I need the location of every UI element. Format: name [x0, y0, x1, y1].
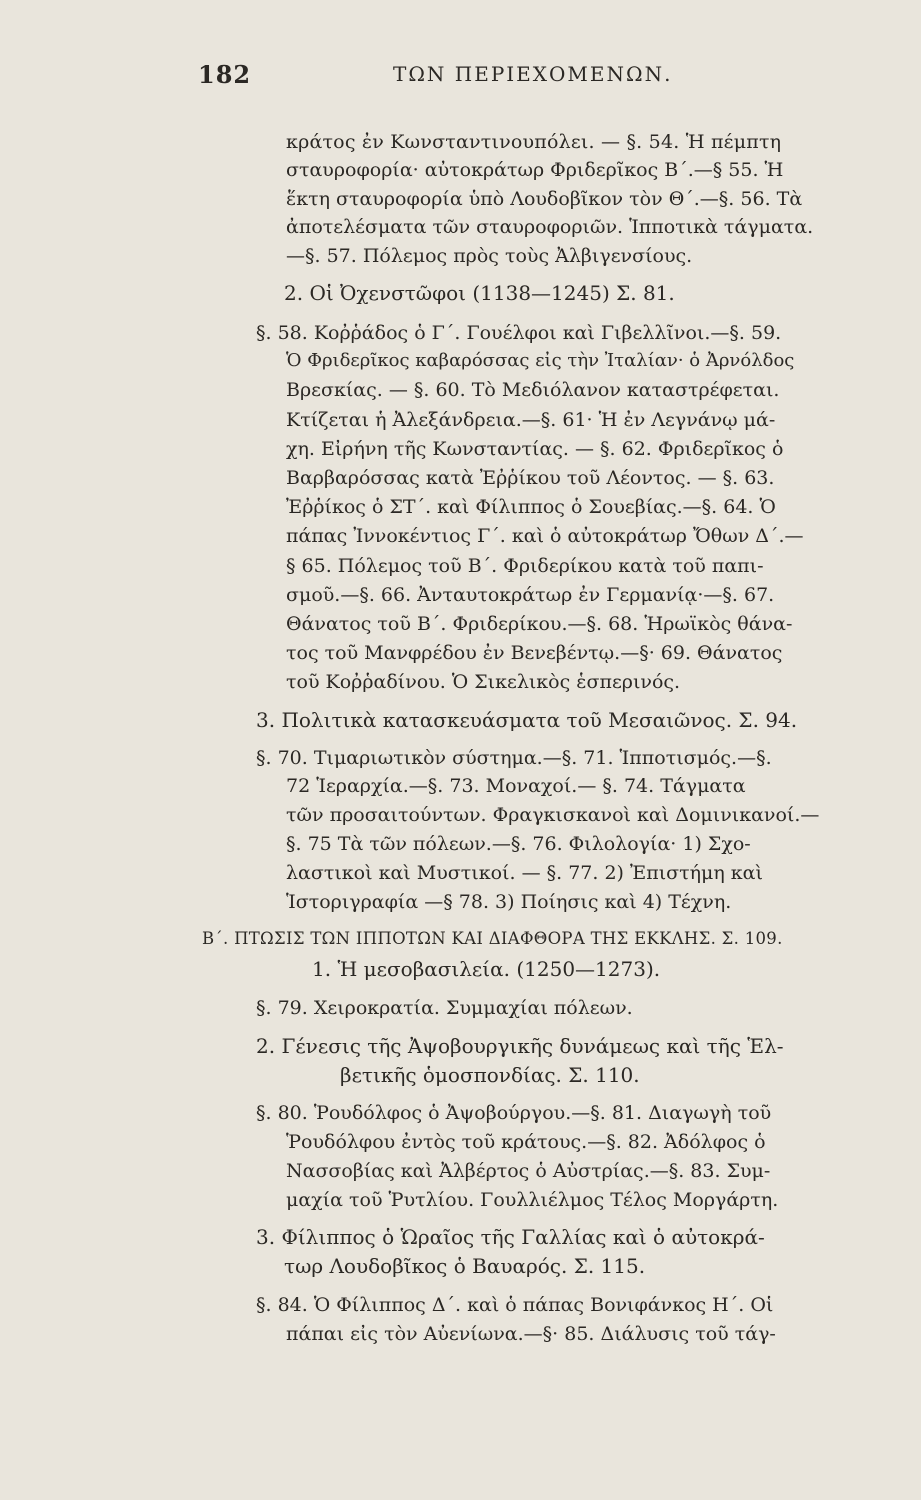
text-line: §. 75 Τὰ τῶν πόλεων.—§. 76. Φιλολογία· 1) Σχο-: [286, 833, 751, 855]
text-line: ἕκτη σταυροφορία ὑπὸ Λουδοβῖκον τὸν Θ΄.—§. 56. Τὰ: [286, 188, 803, 210]
text-line: §. 84. Ὁ Φίλιππος Δ΄. καὶ ὁ πάπας Βονιφάνκος Η΄. Οἱ: [256, 1294, 774, 1316]
text-line: §. 79. Χειροκρατία. Συμμαχίαι πόλεων.: [256, 997, 633, 1019]
text-line: κράτος ἐν Κωνσταντινουπόλει. — §. 54. Ἡ πέμπτη: [286, 131, 782, 153]
text-line: Ἱστοριγραφία —§ 78. 3) Ποίησις καὶ 4) Τέχνη.: [286, 891, 732, 913]
section-heading: 3. Πολιτικὰ κατασκευάσματα τοῦ Μεσαιῶνος. Σ. 94.: [256, 708, 798, 732]
text-line: §. 58. Κοῤῥάδος ὁ Γ΄. Γουέλφοι καὶ Γιβελλῖνοι.—§. 59.: [256, 322, 782, 344]
text-line: τος τοῦ Μανφρέδου ἐν Βενεβέντῳ.—§· 69. Θάνατος: [286, 642, 783, 664]
text-line: Βαρβαρόσσας κατὰ Ἐῤῥίκου τοῦ Λέοντος. — §. 63.: [286, 467, 775, 489]
section-heading: 1. Ἡ μεσοβασιλεία. (1250—1273).: [312, 957, 661, 981]
text-line: Ῥουδόλφου ἐντὸς τοῦ κράτους.—§. 82. Ἀδόλφος ὁ: [286, 1131, 766, 1153]
text-line: Θάνατος τοῦ Β΄. Φριδερίκου.—§. 68. Ἡρωϊκὸς θάνα-: [286, 613, 793, 635]
section-heading: τωρ Λουδοβῖκος ὁ Βαυαρός. Σ. 115.: [284, 1254, 646, 1278]
text-line: Ἐῤῥίκος ὁ ΣΤ΄. καὶ Φίλιππος ὁ Σουεβίας.—§. 64. Ὁ: [286, 496, 776, 518]
text-line: πάπαι εἰς τὸν Αὐενίωνα.—§· 85. Διάλυσις τοῦ τάγ-: [286, 1323, 776, 1345]
text-line: σταυροφορία· αὐτοκράτωρ Φριδερῖκος Β΄.—§ 55. Ἡ: [286, 159, 784, 181]
section-heading: 2. Οἱ Ὀχενστῶφοι (1138—1245) Σ. 81.: [284, 281, 675, 305]
text-line: § 65. Πόλεμος τοῦ Β΄. Φριδερίκου κατὰ τοῦ παπι-: [286, 555, 764, 577]
text-line: 72 Ἱεραρχία.—§. 73. Μοναχοί.— §. 74. Τάγματα: [286, 775, 746, 797]
text-line: λαστικοὶ καὶ Μυστικοί. — §. 77. 2) Ἐπιστήμη καὶ: [286, 862, 763, 884]
text-line: πάπας Ἰννοκέντιος Γ΄. καὶ ὁ αὐτοκράτωρ Ὄθων Δ΄.—: [286, 525, 804, 547]
section-heading: 3. Φίλιππος ὁ Ὡραῖος τῆς Γαλλίας καὶ ὁ αὐτοκρά-: [256, 1225, 765, 1249]
text-line: σμοῦ.—§. 66. Ἀνταυτοκράτωρ ἐν Γερμανίᾳ·—§. 67.: [286, 584, 775, 606]
text-line: μαχία τοῦ Ῥυτλίου. Γουλλιέλμος Τέλος Μοργάρτη.: [286, 1189, 779, 1211]
text-line: §. 70. Τιμαριωτικὸν σύστημα.—§. 71. Ἱπποτισμός.—§.: [256, 747, 772, 769]
text-line: τοῦ Κοῤῥαδίνου. Ὁ Σικελικὸς ἑσπερινός.: [286, 671, 681, 693]
text-line: §. 80. Ῥουδόλφος ὁ Ἀψοβούργου.—§. 81. Διαγωγὴ τοῦ: [256, 1102, 772, 1124]
text-line: χη. Εἰρήνη τῆς Κωνσταντίας. — §. 62. Φριδερῖκος ὁ: [286, 438, 784, 460]
text-line: Κτίζεται ἡ Ἀλεξάνδρεια.—§. 61· Ἡ ἐν Λεγνάνῳ μά-: [286, 409, 776, 431]
text-line: τῶν προσαιτούντων. Φραγκισκανοὶ καὶ Δομινικανοί.—: [286, 804, 820, 826]
section-heading: βετικῆς ὁμοσπονδίας. Σ. 110.: [340, 1063, 640, 1087]
part-heading: Β΄. ΠΤΩΣΙΣ ΤΩΝ ΙΠΠΟΤΩΝ ΚΑΙ ΔΙΑΦΘΟΡΑ ΤΗΣ ΕΚΚΛΗΣ. Σ. 109.: [202, 929, 783, 948]
running-title: ΤΩΝ ΠΕΡΙΕΧΟΜΕΝΩΝ.: [393, 62, 673, 86]
text-line: Ὁ Φριδερῖκος καβαρόσσας εἰς τὴν Ἰταλίαν· ὁ Ἀρνόλδος: [286, 350, 795, 371]
text-line: Νασσοβίας καὶ Ἀλβέρτος ὁ Αὐστρίας.—§. 83. Συμ-: [286, 1160, 771, 1182]
section-heading: 2. Γένεσις τῆς Ἀψοβουργικῆς δυνάμεως καὶ τῆς Ἑλ-: [256, 1034, 784, 1058]
text-line: —§. 57. Πόλεμος πρὸς τοὺς Ἀλβιγενσίους.: [286, 245, 693, 267]
text-line: Βρεσκίας. — §. 60. Τὸ Μεδιόλανον καταστρέφεται.: [286, 379, 780, 401]
page-header: [0, 60, 921, 90]
page-number: 182: [198, 60, 252, 89]
text-line: ἀποτελέσματα τῶν σταυροφοριῶν. Ἱπποτικὰ τάγματα.: [286, 216, 814, 238]
